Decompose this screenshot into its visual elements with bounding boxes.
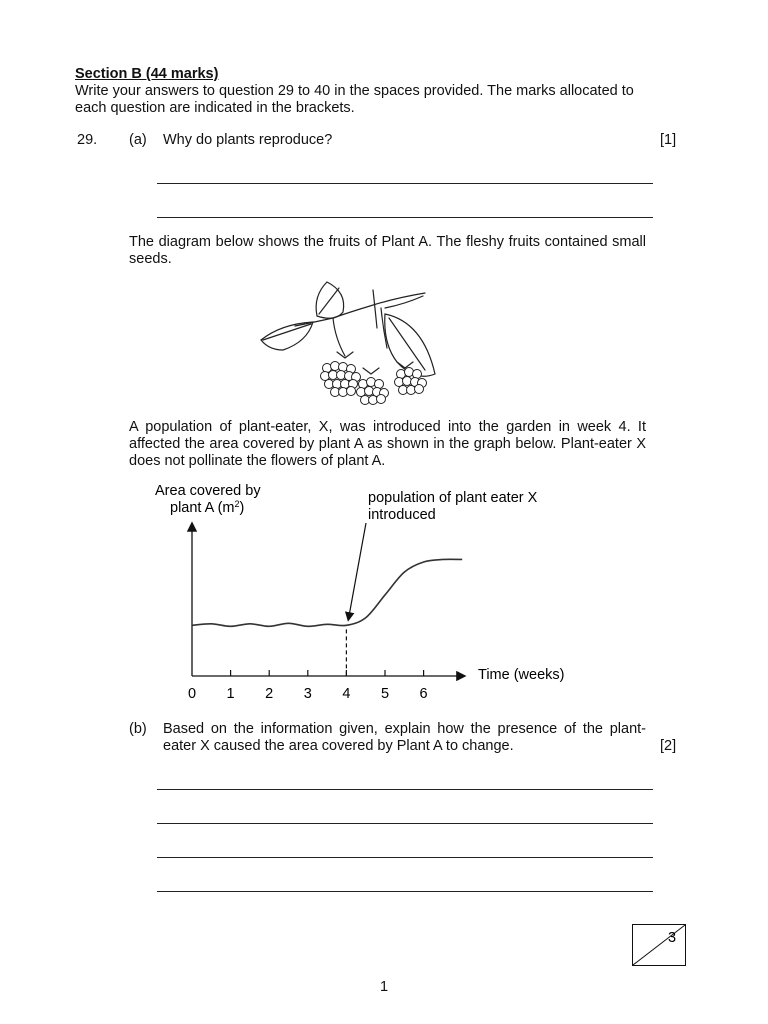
answer-line-b4[interactable] (157, 891, 653, 892)
plant-a-fruit-diagram (255, 278, 440, 408)
part-a-question: Why do plants reproduce? (163, 132, 333, 148)
x-tick-label: 1 (226, 686, 235, 702)
x-tick-label: 2 (265, 686, 274, 702)
x-tick-label: 5 (380, 686, 390, 702)
answer-line-b2[interactable] (157, 823, 653, 824)
x-axis-label: Time (weeks) (478, 667, 565, 683)
x-tick-label: 6 (419, 686, 428, 702)
part-b-label: (b) (129, 721, 147, 737)
annotation-line2: introduced (368, 507, 436, 523)
question-number: 29. (77, 132, 98, 148)
area-vs-time-graph (150, 478, 580, 706)
plant-a-area-line (192, 559, 462, 626)
section-title: Section B (44 marks) (75, 66, 219, 82)
part-b-marks: [2] (660, 738, 677, 754)
page-number: 1 (379, 979, 389, 995)
answer-line-a1[interactable] (157, 183, 653, 184)
graph-intro: A population of plant-eater, X, was introduced into the garden in week 4. It affected the area covered by plant A as shown in the graph below. Plant-eater X does not pollinate the flowers of plant A. (129, 419, 646, 469)
y-axis-label-line2: plant A $(m^2)$ (170, 499, 245, 516)
x-tick-label: 4 (342, 686, 351, 702)
annotation-line1: population of plant eater X (368, 490, 538, 506)
part-a-label: (a) (129, 132, 147, 148)
section-instructions: Write your answers to question 29 to 40 in the spaces provided. The marks allocated to each question are indicated in the brackets. (75, 83, 634, 116)
diagram-intro: The diagram below shows the fruits of Plant A. The fleshy fruits contained small seeds. (129, 234, 646, 267)
score-total: 3 (668, 930, 677, 946)
answer-line-b3[interactable] (157, 857, 653, 858)
part-a-marks: [1] (660, 132, 677, 148)
score-box (632, 924, 686, 966)
x-tick-label: 3 (303, 686, 312, 702)
x-tick-label: 0 (187, 686, 197, 702)
part-b-question: Based on the information given, explain how the presence of the plant-eater X caused the area covered by Plant A to change. (163, 721, 646, 754)
answer-line-b1[interactable] (157, 789, 653, 790)
answer-line-a2[interactable] (157, 217, 653, 218)
y-axis-label-line1: Area covered by (155, 483, 261, 499)
annotation-arrow (348, 523, 366, 619)
